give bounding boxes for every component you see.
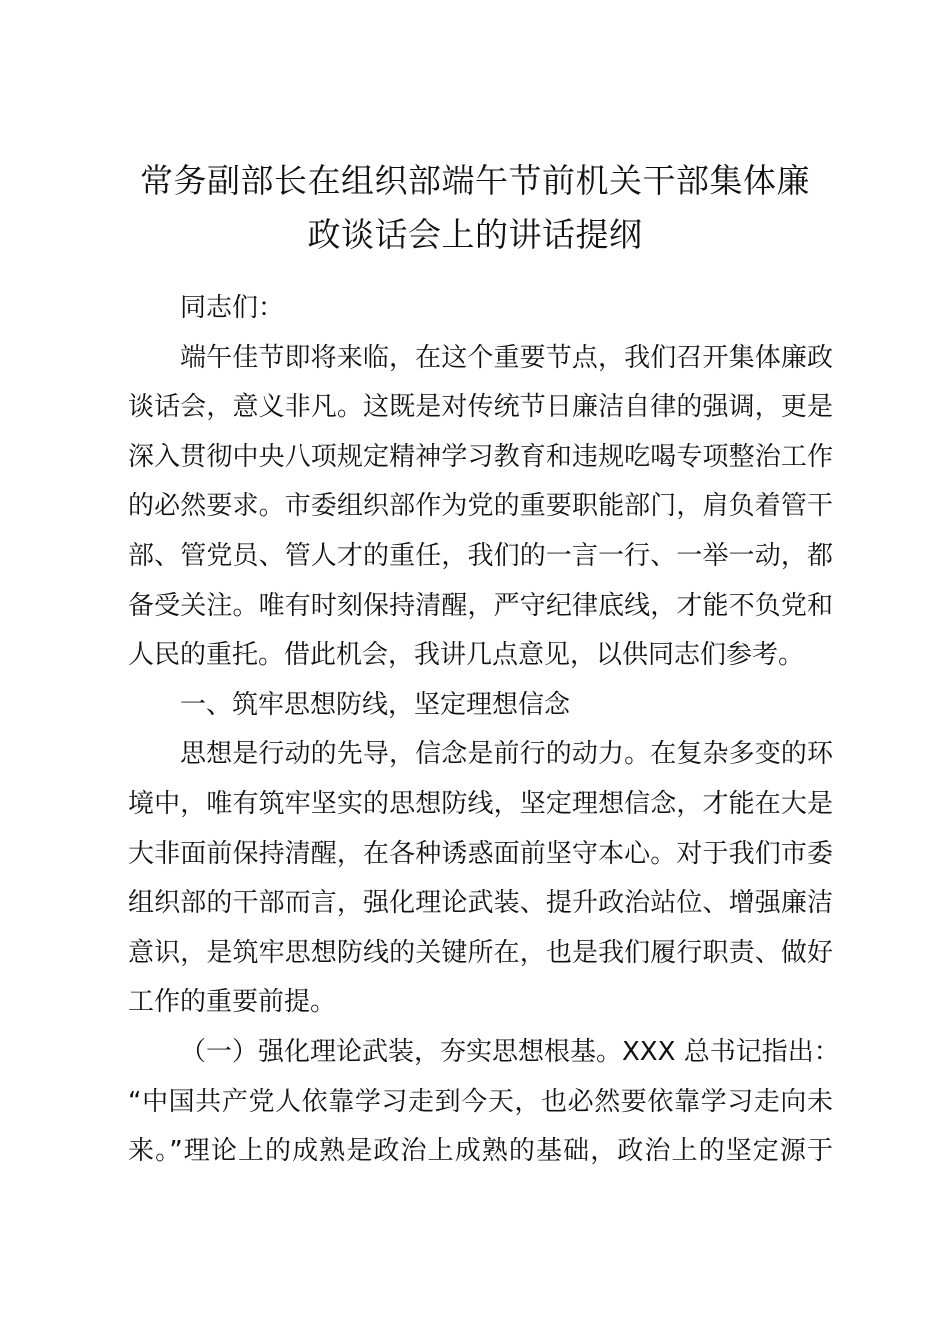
body-line: 同志们：	[180, 293, 285, 323]
body-line: 谈话会，意义非凡。这既是对传统节日廉洁自律的强调，更是	[128, 392, 833, 423]
document-body	[128, 284, 840, 1177]
body-line: 工作的重要前提。	[128, 987, 337, 1018]
body-line: “中国共产党人依靠学习走到今天，也必然要依靠学习走向未	[128, 1086, 833, 1117]
body-line: 来。”理论上的成熟是政治上成熟的基础，政治上的坚定源于	[128, 1136, 833, 1167]
title-line-2: 政谈话会上的讲话提纲	[307, 215, 643, 254]
body-line: 大非面前保持清醒，在各种诱惑面前坚守本心。对于我们市委	[128, 838, 833, 869]
body-line: 思想是行动的先导，信念是前行的动力。在复杂多变的环	[180, 739, 833, 770]
body-line: 深入贯彻中央八项规定精神学习教育和违规吃喝专项整治工作	[128, 441, 833, 472]
body-line: 组织部的干部而言，强化理论武装、提升政治站位、增强廉洁	[128, 888, 833, 919]
body-line: 端午佳节即将来临，在这个重要节点，我们召开集体廉政	[180, 342, 833, 373]
body-line: （一）强化理论武装，夯实思想根基。XXX 总书记指出：	[180, 1036, 840, 1067]
body-line: 境中，唯有筑牢坚实的思想防线，坚定理想信念，才能在大是	[128, 788, 833, 819]
document-title	[100, 154, 850, 262]
body-line: 人民的重托。借此机会，我讲几点意见，以供同志们参考。	[128, 640, 805, 671]
body-line: 一、筑牢思想防线，坚定理想信念	[180, 689, 571, 720]
body-line: 的必然要求。市委组织部作为党的重要职能部门，肩负着管干	[128, 491, 833, 522]
title-line-1: 常务副部长在组织部端午节前机关干部集体廉	[140, 161, 810, 200]
body-line: 意识，是筑牢思想防线的关键所在，也是我们履行职责、做好	[128, 937, 833, 968]
body-line: 部、管党员、管人才的重任，我们的一言一行、一举一动，都	[128, 540, 833, 571]
body-line: 备受关注。唯有时刻保持清醒，严守纪律底线，才能不负党和	[128, 590, 833, 621]
